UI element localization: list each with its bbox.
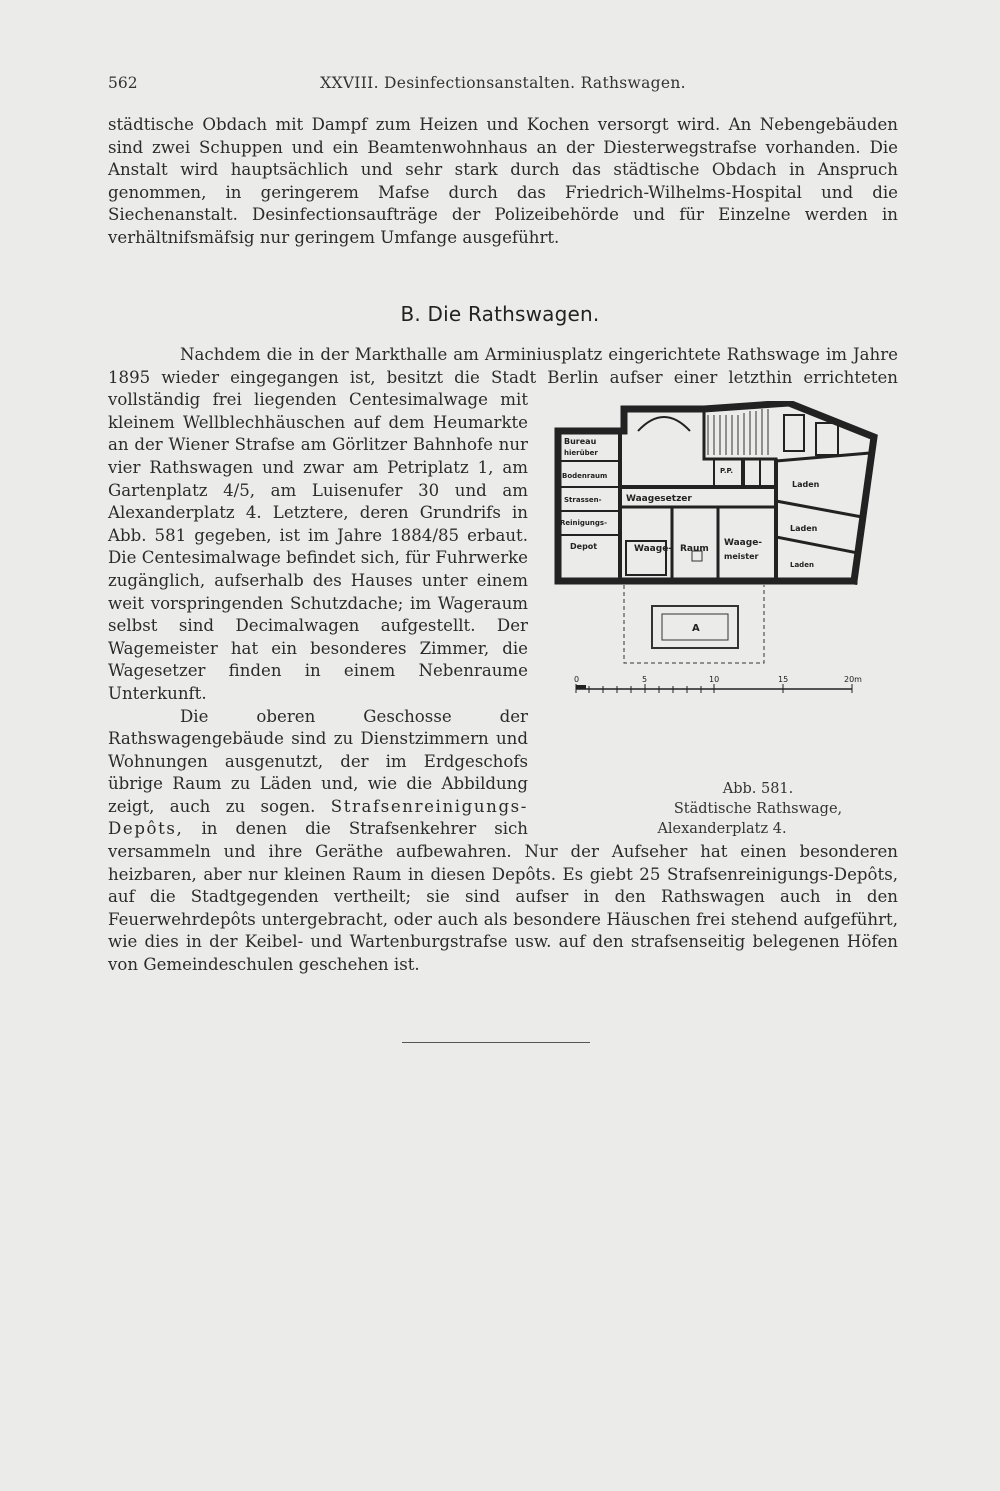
floor-plan xyxy=(554,401,890,701)
scale-tick-0: 0 xyxy=(574,675,580,685)
scale-tick-15: 15 xyxy=(778,675,789,685)
page-header xyxy=(108,74,898,98)
paragraph-2-lead: Nachdem die in der Markthalle am Arminiusplatz eingerichtete Rathswage im Jahre 1895 wieder eingegangen ist, besitzt die Stadt Berlin aufser einer letzthin errichteten xyxy=(108,345,898,387)
label-a: A xyxy=(692,623,700,635)
label-waage: Waage- xyxy=(634,544,673,555)
figure-581 xyxy=(546,397,898,838)
page-number: 562 xyxy=(108,74,138,92)
section-body xyxy=(108,344,898,977)
label-strassen: Strassen- xyxy=(564,496,602,505)
running-title: XXVIII. Desinfectionsanstalten. Rathswagen. xyxy=(320,74,686,92)
label-laden-3: Laden xyxy=(790,561,814,570)
label-waagesetzer: Waagesetzer xyxy=(626,494,692,505)
scale-tick-5: 5 xyxy=(642,675,648,685)
label-hierueber: hierüber xyxy=(564,449,598,458)
end-rule xyxy=(402,1042,590,1043)
figure-caption-number: Abb. 581. xyxy=(722,781,794,798)
label-waagemeister-2: meister xyxy=(724,552,759,562)
paragraph-3-rest: in denen die Strafsenkehrer sich versammeln und ihre Geräthe aufbewahren. Nur der Aufseher hat einen besonderen heizbaren, aber nur kleinen Raum in diesen Depôts. Es giebt 25 Strafsenreinigungs-Depôts, auf die Stadtgegenden vertheilt; sie sind aufser in den Rathswagen auch in den Feuerwehrdepôts untergebracht, oder auch als besondere Häuschen frei stehend aufgeführt, wie dies in der Keibel- und Wartenburgstrafse usw. auf den strafsenseitig belegenen Höfen von Gemeindeschulen geschehen ist. xyxy=(108,819,898,975)
paragraph-2-rest: vollständig frei liegenden Centesimalwage mit kleinem Wellblechhäuschen auf dem Heumarkte an der Wiener Strafse am Görlitzer Bahnhofe nur vier Rathswagen und zwar am Petriplatz 1, am Gartenplatz 4/5, am Luisenufer 30 und am Alexanderplatz 4. Letztere, deren Grundrifs in Abb. 581 gegeben, ist im Jahre 1884/85 erbaut. Die Centesimalwage befindet sich, für Fuhrwerke zugänglich, aufserhalb des Hauses unter einem weit vorspringenden Schutzdache; im Wageraum selbst sind Decimalwagen aufgestellt. Der Wagemeister hat ein besonderes Zimmer, die Wagesetzer finden in einem Nebenraume Unterkunft. xyxy=(108,390,528,703)
label-reinigungs: Reinigungs- xyxy=(560,519,607,528)
label-laden-2: Laden xyxy=(790,524,818,534)
label-laden-1: Laden xyxy=(792,480,820,490)
scale-bar xyxy=(574,675,862,693)
label-raum: Raum xyxy=(680,544,709,555)
scale-tick-10: 10 xyxy=(709,675,720,685)
label-pp: P.P. xyxy=(720,467,734,476)
label-bodenraum: Bodenraum xyxy=(562,472,608,481)
label-waagemeister-1: Waage- xyxy=(724,538,763,549)
scale-tick-20: 20m xyxy=(844,675,862,685)
paragraph-3-spaced-term: Strafsenreinigungs-Depôts, xyxy=(108,796,528,839)
plan-stairs xyxy=(708,409,768,455)
label-bureau: Bureau xyxy=(564,437,597,447)
figure-caption-text: Städtische Rathswage, Alexanderplatz 4. xyxy=(657,801,843,838)
plan-forecourt xyxy=(624,551,764,663)
section-heading: B. Die Rathswagen. xyxy=(400,302,600,326)
paragraph-3-text: Die oberen Geschosse der Rathswagengebäude sind zu Dienstzimmern und Wohnungen ausgenutzt, der im Erdgeschofs übrige Raum zu Läden und, wie die Abbildung zeigt, auch zu sogen. xyxy=(108,706,528,816)
plan-walls xyxy=(558,403,874,581)
paragraph-1: städtische Obdach mit Dampf zum Heizen und Kochen versorgt wird. An Nebengebäuden sind zwei Schuppen und ein Beamtenwohnhaus an der Diesterwegstrafse vorhanden. Die Anstalt wird hauptsächlich und sehr stark durch das städtische Obdach in Anspruch genommen, in geringerem Mafse durch das Friedrich-Wilhelms-Hospital und die Siechenanstalt. Desinfectionsaufträge der Polizeibehörde und für Einzelne werden in verhältnifsmäfsig nur geringem Umfange ausgeführt. xyxy=(108,115,898,247)
label-depot: Depot xyxy=(570,542,598,552)
